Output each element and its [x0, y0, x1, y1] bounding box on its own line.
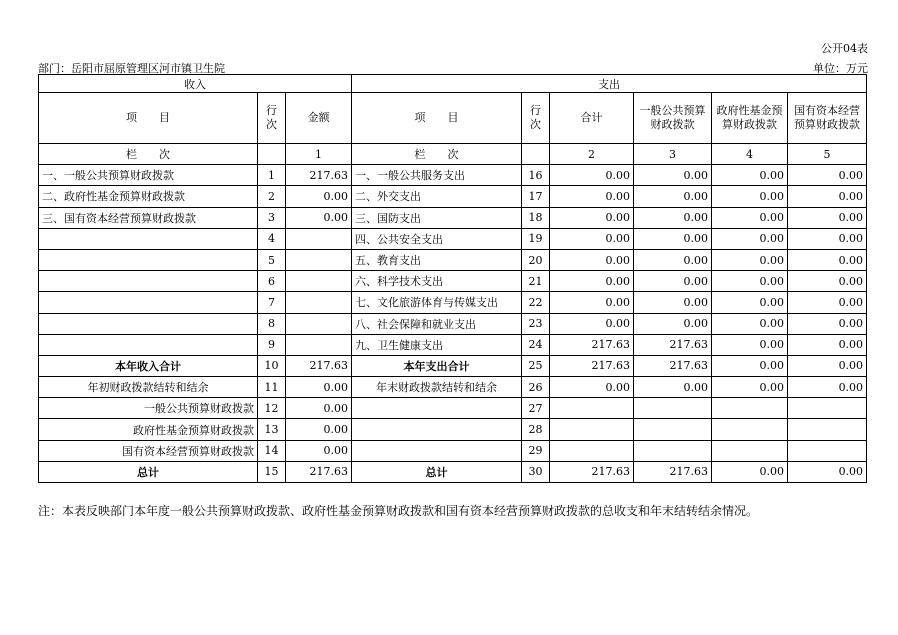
department-label: 部门：岳阳市屈原管理区河市镇卫生院 [38, 62, 225, 75]
total-cell: 0.00 [550, 313, 634, 334]
expense-line-no-cell: 23 [522, 313, 550, 334]
general-budget-cell: 0.00 [634, 313, 712, 334]
header-row-2 [39, 93, 867, 144]
table-row [39, 377, 867, 398]
general-budget-cell: 0.00 [634, 207, 712, 228]
income-amount-cell [286, 271, 352, 292]
income-line-no-cell: 10 [258, 355, 286, 376]
income-line-no-cell: 6 [258, 271, 286, 292]
table-note: 注：本表反映部门本年度一般公共预算财政拨款、政府性基金预算财政拨款和国有资本经营预算财政拨款的总收支和年末结转结余情况。 [38, 504, 759, 518]
total-cell: 217.63 [550, 355, 634, 376]
income-amount-cell [286, 292, 352, 313]
state-capital-cell: 0.00 [788, 334, 867, 355]
income-item-cell [39, 334, 258, 355]
income-amount-cell [286, 249, 352, 270]
income-line-no-cell: 5 [258, 249, 286, 270]
col-label-income: 栏 次 [39, 144, 258, 165]
income-amount-cell [286, 313, 352, 334]
total-cell: 0.00 [550, 249, 634, 270]
state-capital-cell: 0.00 [788, 461, 867, 482]
income-line-no-cell: 12 [258, 398, 286, 419]
col-index-4: 4 [712, 144, 788, 165]
state-capital-cell: 0.00 [788, 165, 867, 186]
general-budget-cell: 217.63 [634, 461, 712, 482]
income-item-cell: 政府性基金预算财政拨款 [39, 419, 258, 440]
col-label-expense: 栏 次 [352, 144, 522, 165]
col-index-5: 5 [788, 144, 867, 165]
header-row-1 [39, 75, 867, 93]
table-row [39, 186, 867, 207]
income-item-cell: 一般公共预算财政拨款 [39, 398, 258, 419]
col-index-3: 3 [634, 144, 712, 165]
total-cell: 0.00 [550, 186, 634, 207]
income-item-cell: 年初财政拨款结转和结余 [39, 377, 258, 398]
table-row [39, 398, 867, 419]
state-capital-cell [788, 398, 867, 419]
table-row [39, 461, 867, 482]
expense-line-no-cell: 16 [522, 165, 550, 186]
expense-header: 支出 [352, 75, 867, 93]
income-amount-cell: 0.00 [286, 186, 352, 207]
total-cell [550, 440, 634, 461]
total-cell: 0.00 [550, 228, 634, 249]
income-amount-cell: 0.00 [286, 440, 352, 461]
expense-line-no-cell: 29 [522, 440, 550, 461]
expense-line-no-cell: 27 [522, 398, 550, 419]
income-header: 收入 [39, 75, 352, 93]
expense-item-cell: 八、社会保障和就业支出 [352, 313, 522, 334]
general-budget-cell: 0.00 [634, 249, 712, 270]
income-item-cell [39, 271, 258, 292]
col-index-1: 1 [286, 144, 352, 165]
expense-item-cell: 二、外交支出 [352, 186, 522, 207]
fiscal-appropriation-table [38, 74, 867, 483]
table-row [39, 419, 867, 440]
general-budget-cell [634, 398, 712, 419]
income-item-cell: 国有资本经营预算财政拨款 [39, 440, 258, 461]
unit-label: 单位：万元 [813, 62, 868, 75]
col-index-2: 2 [550, 144, 634, 165]
general-budget-cell: 217.63 [634, 334, 712, 355]
general-budget-cell: 0.00 [634, 377, 712, 398]
expense-item-cell: 本年支出合计 [352, 355, 522, 376]
fund-budget-cell [712, 440, 788, 461]
table-row [39, 334, 867, 355]
general-budget-cell: 0.00 [634, 292, 712, 313]
income-amount-cell: 217.63 [286, 355, 352, 376]
total-cell: 217.63 [550, 461, 634, 482]
total-cell [550, 419, 634, 440]
income-line-no-cell: 15 [258, 461, 286, 482]
income-line-no-cell: 11 [258, 377, 286, 398]
state-capital-cell: 0.00 [788, 292, 867, 313]
fund-budget-cell: 0.00 [712, 249, 788, 270]
fund-budget-cell [712, 419, 788, 440]
income-line-no-cell: 8 [258, 313, 286, 334]
expense-item-cell [352, 440, 522, 461]
table-row [39, 313, 867, 334]
income-item-cell: 二、政府性基金预算财政拨款 [39, 186, 258, 207]
expense-line-no-cell: 19 [522, 228, 550, 249]
total-cell: 0.00 [550, 207, 634, 228]
table-row [39, 228, 867, 249]
income-amount-header: 金额 [286, 93, 352, 144]
expense-item-cell: 总计 [352, 461, 522, 482]
fund-budget-header: 政府性基金预算财政拨款 [712, 93, 788, 144]
expense-item-cell [352, 398, 522, 419]
income-amount-cell: 217.63 [286, 165, 352, 186]
state-capital-cell: 0.00 [788, 313, 867, 334]
general-budget-cell: 0.00 [634, 271, 712, 292]
expense-line-no-cell: 17 [522, 186, 550, 207]
income-item-cell: 总计 [39, 461, 258, 482]
state-capital-cell: 0.00 [788, 271, 867, 292]
state-capital-cell: 0.00 [788, 377, 867, 398]
fund-budget-cell: 0.00 [712, 355, 788, 376]
income-item-cell [39, 249, 258, 270]
state-capital-cell: 0.00 [788, 207, 867, 228]
state-capital-cell: 0.00 [788, 249, 867, 270]
expense-line-no-cell: 26 [522, 377, 550, 398]
income-amount-cell [286, 334, 352, 355]
total-cell: 217.63 [550, 334, 634, 355]
income-line-no-cell: 4 [258, 228, 286, 249]
form-code: 公开04表 [821, 42, 868, 55]
expense-item-cell: 年末财政拨款结转和结余 [352, 377, 522, 398]
income-amount-cell: 0.00 [286, 419, 352, 440]
total-cell: 0.00 [550, 271, 634, 292]
income-line-no-cell: 2 [258, 186, 286, 207]
total-cell: 0.00 [550, 165, 634, 186]
fund-budget-cell: 0.00 [712, 186, 788, 207]
table-row [39, 207, 867, 228]
income-amount-cell: 0.00 [286, 377, 352, 398]
expense-item-cell: 一、一般公共服务支出 [352, 165, 522, 186]
state-capital-cell [788, 440, 867, 461]
table-row [39, 440, 867, 461]
income-line-no-cell: 14 [258, 440, 286, 461]
income-line-no-cell: 9 [258, 334, 286, 355]
general-budget-cell: 0.00 [634, 165, 712, 186]
income-line-no-cell: 13 [258, 419, 286, 440]
expense-line-no-header: 行次 [522, 93, 550, 144]
general-budget-cell [634, 419, 712, 440]
income-line-no-cell: 3 [258, 207, 286, 228]
state-capital-cell: 0.00 [788, 186, 867, 207]
table-row [39, 292, 867, 313]
expense-item-cell: 五、教育支出 [352, 249, 522, 270]
column-index-row [39, 144, 867, 165]
income-item-cell [39, 292, 258, 313]
fund-budget-cell: 0.00 [712, 271, 788, 292]
fund-budget-cell: 0.00 [712, 207, 788, 228]
expense-line-no-cell: 20 [522, 249, 550, 270]
general-budget-header: 一般公共预算财政拨款 [634, 93, 712, 144]
expense-item-cell [352, 419, 522, 440]
general-budget-cell: 217.63 [634, 355, 712, 376]
fund-budget-cell: 0.00 [712, 334, 788, 355]
income-line-no-cell: 7 [258, 292, 286, 313]
income-item-cell [39, 228, 258, 249]
income-amount-cell: 0.00 [286, 207, 352, 228]
total-cell: 0.00 [550, 292, 634, 313]
total-cell [550, 398, 634, 419]
table-row [39, 355, 867, 376]
total-header: 合计 [550, 93, 634, 144]
fund-budget-cell: 0.00 [712, 313, 788, 334]
fund-budget-cell: 0.00 [712, 461, 788, 482]
fund-budget-cell: 0.00 [712, 228, 788, 249]
fund-budget-cell [712, 398, 788, 419]
expense-item-cell: 六、科学技术支出 [352, 271, 522, 292]
expense-line-no-cell: 22 [522, 292, 550, 313]
col-index-empty [522, 144, 550, 165]
general-budget-cell [634, 440, 712, 461]
expense-line-no-cell: 21 [522, 271, 550, 292]
income-item-cell: 一、一般公共预算财政拨款 [39, 165, 258, 186]
expense-item-cell: 九、卫生健康支出 [352, 334, 522, 355]
expense-line-no-cell: 28 [522, 419, 550, 440]
income-item-header: 项 目 [39, 93, 258, 144]
expense-line-no-cell: 30 [522, 461, 550, 482]
table-row [39, 165, 867, 186]
expense-line-no-cell: 25 [522, 355, 550, 376]
income-amount-cell: 217.63 [286, 461, 352, 482]
fund-budget-cell: 0.00 [712, 292, 788, 313]
table-row [39, 249, 867, 270]
income-item-cell: 本年收入合计 [39, 355, 258, 376]
income-line-no-cell: 1 [258, 165, 286, 186]
income-amount-cell [286, 228, 352, 249]
total-cell: 0.00 [550, 377, 634, 398]
state-capital-header: 国有资本经营预算财政拨款 [788, 93, 867, 144]
fund-budget-cell: 0.00 [712, 165, 788, 186]
expense-item-cell: 七、文化旅游体育与传媒支出 [352, 292, 522, 313]
general-budget-cell: 0.00 [634, 186, 712, 207]
income-amount-cell: 0.00 [286, 398, 352, 419]
expense-item-header: 项 目 [352, 93, 522, 144]
general-budget-cell: 0.00 [634, 228, 712, 249]
state-capital-cell: 0.00 [788, 355, 867, 376]
state-capital-cell [788, 419, 867, 440]
table-row [39, 271, 867, 292]
income-line-no-header: 行次 [258, 93, 286, 144]
col-index-empty [258, 144, 286, 165]
income-item-cell: 三、国有资本经营预算财政拨款 [39, 207, 258, 228]
expense-line-no-cell: 18 [522, 207, 550, 228]
income-item-cell [39, 313, 258, 334]
fund-budget-cell: 0.00 [712, 377, 788, 398]
expense-item-cell: 四、公共安全支出 [352, 228, 522, 249]
expense-item-cell: 三、国防支出 [352, 207, 522, 228]
expense-line-no-cell: 24 [522, 334, 550, 355]
state-capital-cell: 0.00 [788, 228, 867, 249]
